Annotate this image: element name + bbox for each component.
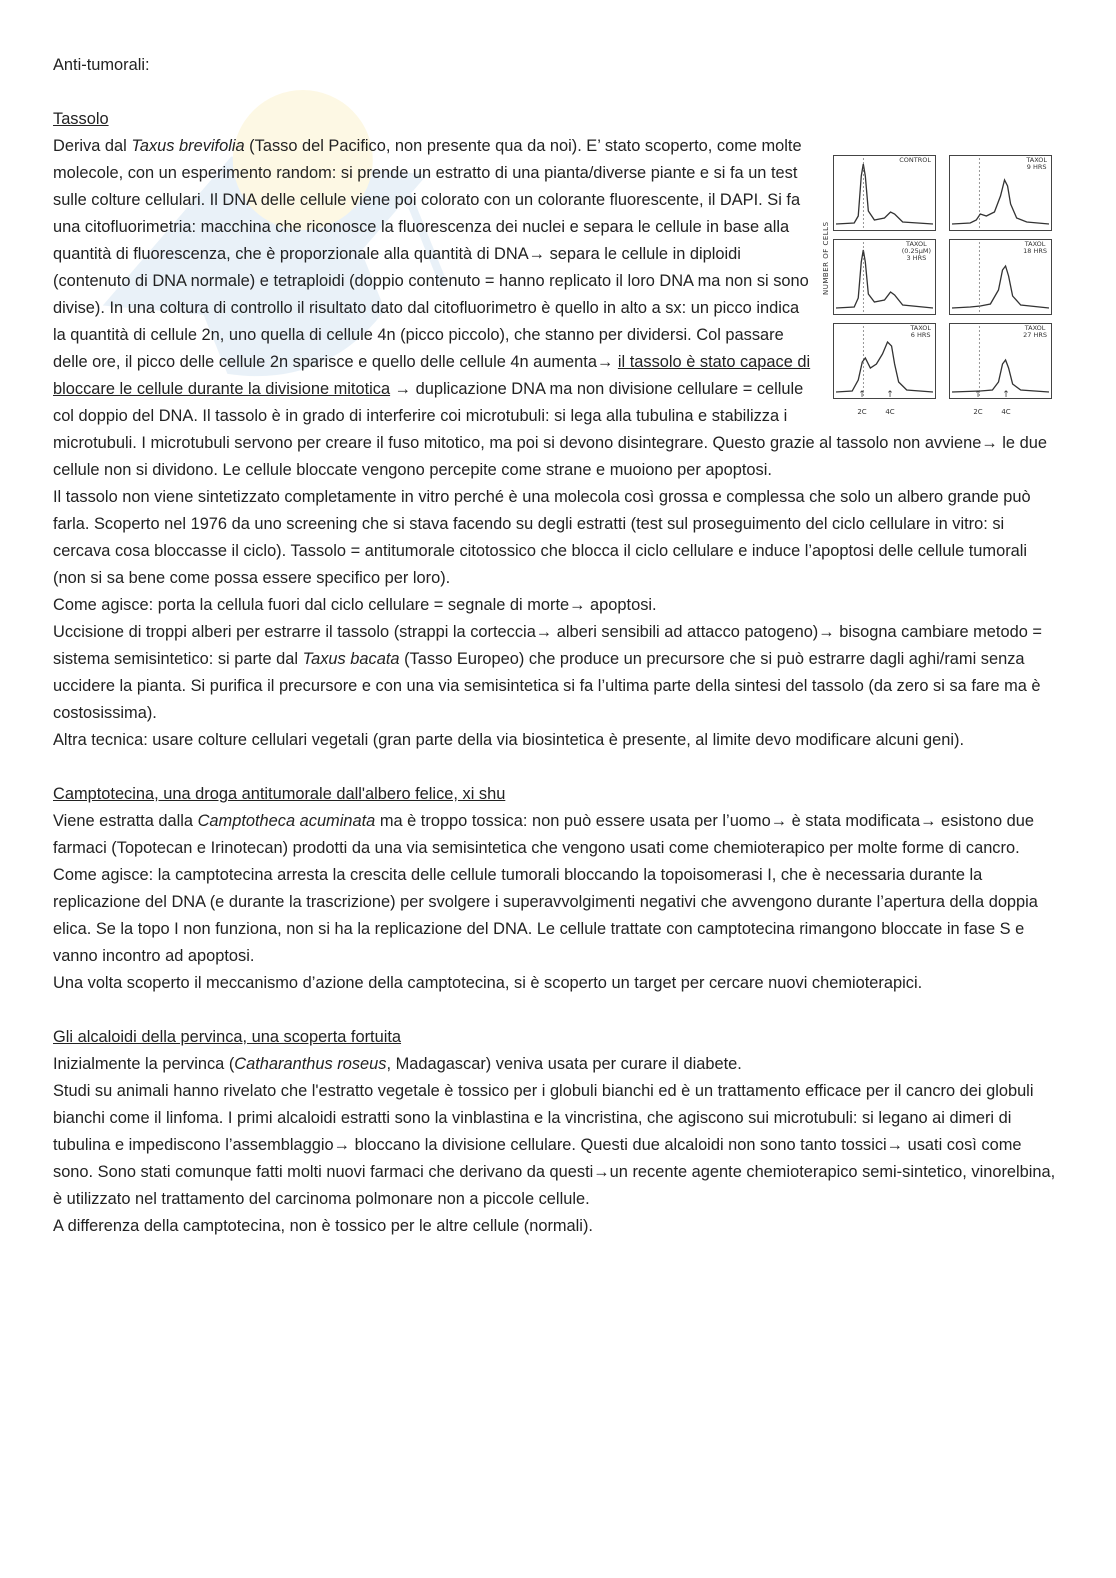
document-body	[53, 52, 1063, 1240]
tick-2c: ↑ 2C	[971, 391, 985, 426]
pervinca-paragraph-1: Inizialmente la pervinca (Catharanthus roseus, Madagascar) veniva usata per curare il diabete.	[53, 1055, 742, 1073]
up-arrow-icon: ↑	[974, 390, 982, 400]
up-arrow-icon: ↑	[1002, 390, 1010, 400]
panel-sublabel: 9 HRS	[1026, 163, 1047, 171]
panel-label: CONTROL	[899, 156, 931, 164]
tick-2c: ↑ 2C	[855, 391, 869, 426]
histogram-panel-taxol-9hrs	[949, 155, 1052, 231]
up-arrow-icon: ↑	[858, 390, 866, 400]
section-title-pervinca: Gli alcaloidi della pervinca, una scoperta fortuita	[53, 1028, 402, 1046]
histogram-panel-taxol-27hrs	[949, 323, 1052, 399]
taxol-flow-cytometry-figure	[822, 155, 1063, 417]
tick-4c: ↑ 4C	[999, 391, 1013, 426]
tassolo-paragraph-5: Altra tecnica: usare colture cellulari vegetali (gran parte della via biosintetica è presente, al limite devo modificare alcuni geni).	[53, 731, 965, 749]
pervinca-paragraph-3: A differenza della camptotecina, non è tossico per le altre cellule (normali).	[53, 1217, 593, 1235]
panel-label: TAXOL	[910, 324, 931, 332]
tassolo-paragraph-1: Deriva dal Taxus brevifolia (Tasso del Pacifico, non presente qua da noi). E’ stato scoperto, come molte molecole, con un esperimento random: si prende un estratto di una pianta/diverse piante e si fa un test sulle colture cellulari. Il DNA delle cellule viene poi colorato con un colorante fluorescente, il DAPI. Si fa una citofluorimetria: macchina che riconosce la fluorescenza dei nuclei e separa le cellule in base alla quantità di fluorescenza, che è proporzionale alla quantità di DNA→ separa le cellule in diploidi (contenuto di DNA normale) e tetraploidi (doppio contenuto = hanno replicato il loro DNA ma non si sono divise). In una coltura di controllo il risultato dato dal citofluorimetro è quello in alto a sx: un picco indica la quantità di cellule 2n, uno quella di cellule 4n (picco piccolo), che stanno per dividersi. Col passare delle ore, il picco delle cellule 2n sparisce e quello delle cellule 4n aumenta→ il tassolo è stato capace di bloccare le cellule durante la divisione mitotica → duplicazione DNA ma non divisione cellulare = cellule col doppio del DNA. Il tassolo è in grado di interferire coi microtubuli: si lega alla tubulina e stabilizza i microtubuli. I microtubuli servono per creare il fuso mitotico, ma poi si devono disintegrare. Questo grazie al tassolo non avviene→ le due cellule non si dividono. Le cellule bloccate vengono percepite come strane e muoiono per apoptosi.	[53, 137, 1047, 479]
tassolo-paragraph-4: Uccisione di troppi alberi per estrarre il tassolo (strappi la corteccia→ alberi sensibili ad attacco patogeno)→ bisogna cambiare metodo = sistema semisintetico: si parte dal Taxus bacata (Tasso Europeo) che produce un precursore che si può estrarre dagli aghi/rami senza uccidere la pianta. Si purifica il precursore e con una via semisintetica si fa l’ultima parte della sintesi del tassolo (da zero si sa fare ma è costosissima).	[53, 623, 1042, 722]
panel-label: TAXOL	[1024, 240, 1046, 248]
section-title-tassolo: Tassolo	[53, 110, 109, 128]
panel-sublabel: 3 HRS	[906, 254, 927, 262]
up-arrow-icon: ↑	[886, 390, 894, 400]
camptotecina-paragraph-2: Come agisce: la camptotecina arresta la crescita delle cellule tumorali bloccando la topoisomerasi I, che è necessaria durante la replicazione del DNA (e durante la trascrizione) per svolgere i superavvolgimenti negativi che avvengono durante l’apertura della doppia elica. Se la topo I non funziona, non si ha la replicazione del DNA. Le cellule trattate con camptotecina rimangono bloccate in fase S e vanno incontro ad apoptosi.	[53, 866, 1038, 965]
section-title-camptotecina: Camptotecina, una droga antitumorale dall'albero felice, xi shu	[53, 785, 506, 803]
panel-sublabel: 6 HRS	[910, 331, 931, 339]
camptotecina-paragraph-3: Una volta scoperto il meccanismo d’azione della camptotecina, si è scoperto un target per cercare nuovi chemioterapici.	[53, 974, 923, 992]
tassolo-paragraph-3: Come agisce: porta la cellula fuori dal ciclo cellulare = segnale di morte→ apoptosi.	[53, 596, 657, 614]
panel-label: TAXOL	[1026, 156, 1047, 164]
panel-sublabel: (0.25µM)	[901, 247, 931, 255]
histogram-panel-taxol-6hrs	[833, 323, 936, 399]
histogram-panel-taxol-3hrs	[833, 239, 936, 315]
pervinca-paragraph-2: Studi su animali hanno rivelato che l'estratto vegetale è tossico per i globuli bianchi ed è un trattamento efficace per il cancro dei globuli bianchi come il linfoma. I primi alcaloidi estratti sono la vinblastina e la vincristina, che agiscono sui microtubuli: si legano ai dimeri di tubulina e impediscono l’assemblaggio→ bloccano la divisione cellulare. Questi due alcaloidi non sono tanto tossici→ usati così come sono. Sono stati comunque fatti molti nuovi farmaci che derivano da questi→un recente agente chemioterapico semi-sintetico, vinorelbina, è utilizzato nel trattamento del carcinoma polmonare non a piccole cellule.	[53, 1082, 1056, 1208]
histogram-panel-taxol-18hrs	[949, 239, 1052, 315]
panel-sublabel: 18 HRS	[1023, 247, 1047, 255]
panel-sublabel: 27 HRS	[1023, 331, 1047, 339]
tassolo-paragraph-2: Il tassolo non viene sintetizzato completamente in vitro perché è una molecola così grossa e complessa che solo un albero grande può farla. Scoperto nel 1976 da uno screening che si stava facendo su degli estratti (test sul proseguimento del ciclo cellulare in vitro: si cercava cosa bloccasse il ciclo). Tassolo = antitumorale citotossico che blocca il ciclo cellulare e induce l’apoptosi delle cellule tumorali (non si sa bene come possa essere specifico per loro).	[53, 488, 1031, 587]
figure-y-axis-label: NUMBER OF CELLS	[822, 221, 830, 295]
camptotecina-paragraph-1: Viene estratta dalla Camptotheca acuminata ma è troppo tossica: non può essere usata per l’uomo→ è stata modificata→ esistono due farmaci (Topotecan e Irinotecan) prodotti da una via semisintetica che vengono usati come chemioterapico per molte forme di cancro.	[53, 812, 1034, 857]
tick-4c: ↑ 4C	[883, 391, 897, 426]
page-heading: Anti-tumorali:	[53, 56, 150, 74]
panel-label: TAXOL	[1024, 324, 1046, 332]
histogram-panel-control	[833, 155, 936, 231]
panel-label: TAXOL	[906, 240, 927, 248]
